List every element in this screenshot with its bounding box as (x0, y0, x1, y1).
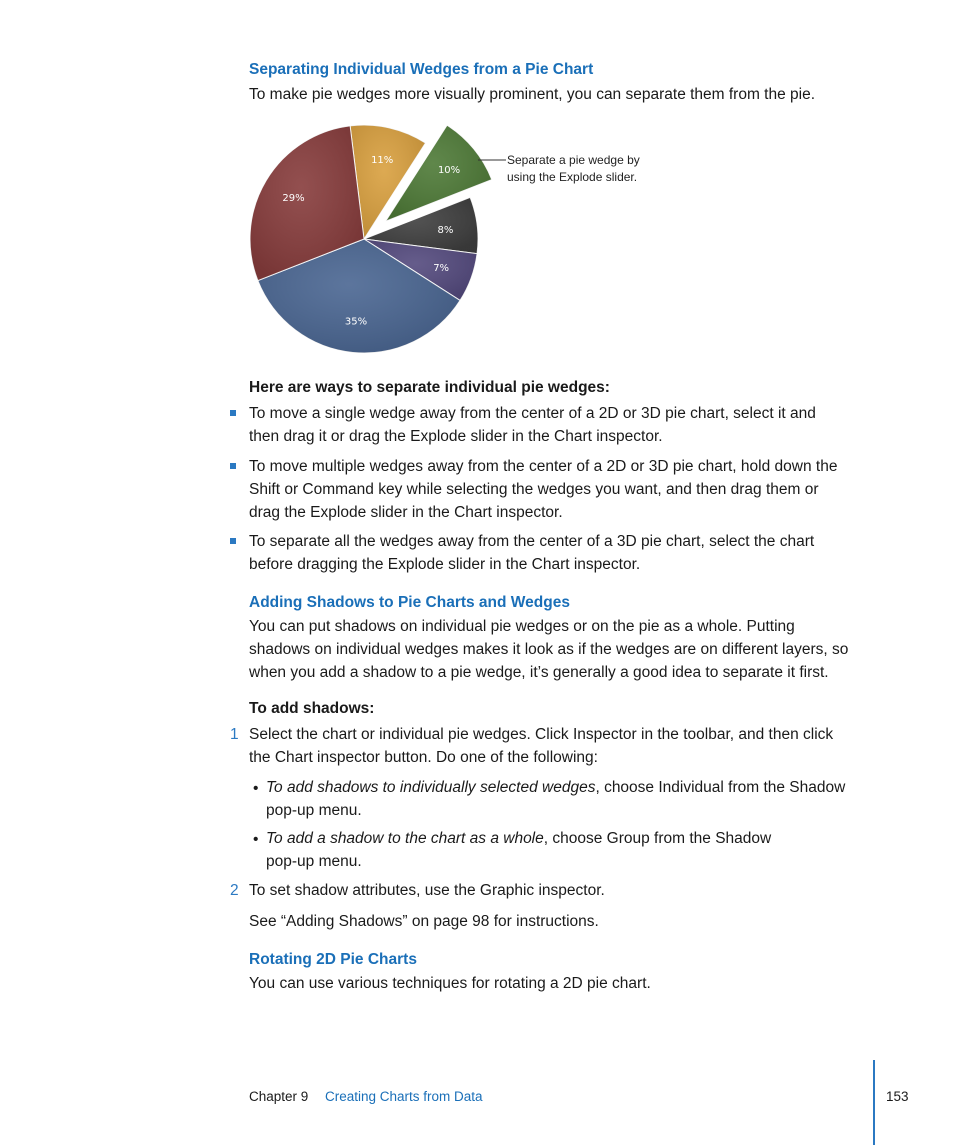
page-number: 153 (886, 1089, 909, 1104)
footer-chapter-link[interactable]: Creating Charts from Data (325, 1089, 483, 1104)
list-item-line: Shift or Command key while selecting the wedges you want, and then drag them or (249, 481, 819, 498)
section-heading-shadows: Adding Shadows to Pie Charts and Wedges (249, 594, 570, 611)
footer-chapter: Chapter 9 (249, 1089, 309, 1104)
step-number: 2 (230, 882, 239, 899)
wedge-data-label: 35% (344, 316, 368, 328)
list-item-line: drag the Explode slider in the Chart inspector. (249, 504, 563, 521)
list-item-line: To move multiple wedges away from the center of a 2D or 3D pie chart, hold down the (249, 458, 838, 475)
step-number: 1 (230, 726, 239, 743)
step-2: To set shadow attributes, use the Graphic inspector. (249, 882, 605, 899)
list-item-line: before dragging the Explode slider in the Chart inspector. (249, 556, 641, 573)
sub-item (266, 827, 771, 873)
sub-item-italic: To add a shadow to the chart as a whole (266, 830, 544, 847)
sub-item-line: pop-up menu. (266, 802, 362, 819)
pie-chart (230, 112, 670, 362)
wedge-data-label: 8% (437, 224, 454, 236)
square-bullet-icon (230, 538, 236, 544)
section-heading-rotating: Rotating 2D Pie Charts (249, 951, 417, 968)
dot-bullet-icon: • (253, 831, 259, 848)
wedge-data-label: 10% (437, 165, 461, 177)
sub-item-italic: To add shadows to individually selected wedges (266, 779, 596, 796)
list-item (249, 455, 837, 524)
list-item-line: To separate all the wedges away from the center of a 3D pie chart, select the chart (249, 533, 815, 550)
step-line: the Chart inspector button. Do one of the following: (249, 749, 598, 766)
see-also: See “Adding Shadows” on page 98 for instructions. (249, 913, 599, 930)
list-item-line: then drag it or drag the Explode slider in the Chart inspector. (249, 428, 663, 445)
sub-item-text: , choose Individual from the Shadow (595, 779, 846, 796)
sub-item (266, 776, 845, 822)
callout-text-line1: Separate a pie wedge by (507, 153, 640, 167)
shadows-lead: To add shadows: (249, 700, 375, 717)
paragraph-line: You can put shadows on individual pie wedges or on the pie as a whole. Putting (249, 618, 795, 635)
paragraph-line: shadows on individual wedges makes it look as if the wedges are on different layers, so (249, 641, 849, 658)
wedge-data-label: 7% (433, 263, 450, 275)
list-item (249, 402, 816, 448)
step-line: Select the chart or individual pie wedges. Click Inspector in the toolbar, and then click (249, 726, 834, 743)
square-bullet-icon (230, 410, 236, 416)
list-item-line: To move a single wedge away from the center of a 2D or 3D pie chart, select it and (249, 405, 816, 422)
footer-rule (873, 1060, 875, 1145)
sub-item-line: pop-up menu. (266, 853, 362, 870)
wedge-data-label: 29% (282, 192, 305, 204)
sub-item-text: , choose Group from the Shadow (543, 830, 772, 847)
list-item (249, 530, 814, 576)
callout-text-line2: using the Explode slider. (507, 170, 638, 184)
step-1 (249, 723, 833, 769)
section-heading-separating: Separating Individual Wedges from a Pie Chart (249, 61, 594, 78)
paragraph-line: when you add a shadow to a pie wedge, it’s generally a good idea to separate it first. (249, 664, 829, 681)
ways-lead: Here are ways to separate individual pie wedges: (249, 379, 610, 396)
dot-bullet-icon: • (253, 780, 259, 797)
rotating-paragraph: You can use various techniques for rotating a 2D pie chart. (249, 975, 651, 992)
square-bullet-icon (230, 463, 236, 469)
shadows-paragraph (249, 615, 848, 684)
wedge-data-label: 11% (371, 154, 394, 166)
section-intro: To make pie wedges more visually prominent, you can separate them from the pie. (249, 86, 816, 103)
